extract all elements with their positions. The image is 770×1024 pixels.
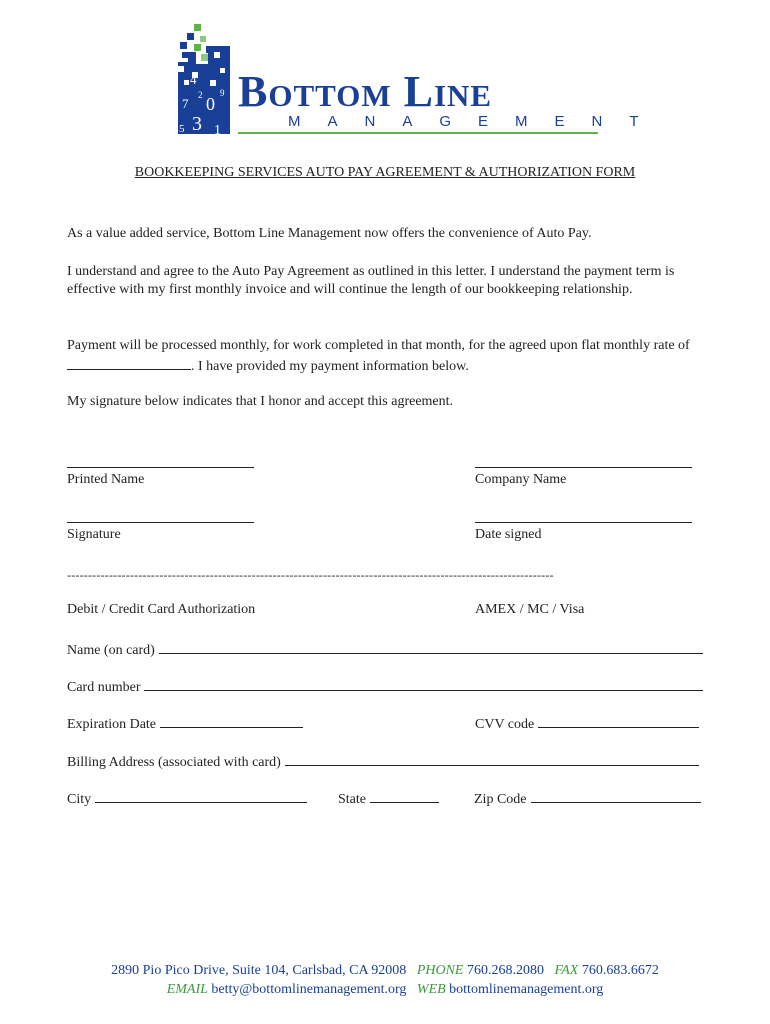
logo-digit-4: 4 [190,72,197,87]
card-number-row [67,676,703,697]
name-on-card-label: Name (on card) [67,643,155,658]
expiration-date-label: Expiration Date [67,717,157,732]
logo-digit-7: 7 [182,96,189,111]
billing-address-row [67,751,699,772]
footer-fax: 760.683.6672 [581,963,659,978]
billing-address-label: Billing Address (associated with card) [67,755,281,770]
footer-contact-line-2 [0,980,770,999]
form-title: BOOKKEEPING SERVICES AUTO PAY AGREEMENT & AUTHORIZATION FORM [134,165,636,180]
logo-digit-1: 1 [214,123,221,138]
date-signed-label: Date signed [475,527,542,542]
logo-digit-2: 2 [198,90,203,100]
signature-label: Signature [67,527,121,542]
footer-contact-line-1 [0,961,770,980]
expiration-row [67,713,303,734]
printed-name-line[interactable] [67,467,254,468]
name-on-card-field[interactable] [159,639,703,654]
date-signed-line[interactable] [475,522,692,523]
name-on-card-row [67,639,703,660]
state-label: State [338,792,366,807]
cvv-code-field[interactable] [538,713,699,728]
footer-phone[interactable]: 760.268.2080 [466,963,544,978]
payment-text-before: Payment will be processed monthly, for work completed in that month, for the agreed upon flat monthly rate of [67,338,690,353]
agreement-paragraph: I understand and agree to the Auto Pay Agreement as outlined in this letter. I understand the payment term is effective with my first monthly invoice and will continue the length of our bookkeeping relationship. [67,264,675,297]
logo-mark-icon [170,22,236,138]
card-number-field[interactable] [144,676,703,691]
expiration-date-field[interactable] [160,713,303,728]
state-field[interactable] [370,788,439,803]
logo-digit-5: 5 [179,123,185,135]
cvv-row [475,713,699,734]
printed-name-label: Printed Name [67,472,145,487]
card-section-heading: Debit / Credit Card Authorization [67,602,256,617]
city-field[interactable] [95,788,307,803]
intro-paragraph: As a value added service, Bottom Line Management now offers the convenience of Auto Pay. [67,226,592,241]
billing-address-field[interactable] [285,751,699,766]
company-name-label: Company Name [475,472,567,487]
logo-digit-9: 9 [220,88,225,98]
city-label: City [67,792,92,807]
logo-digit-3: 3 [192,113,202,135]
payment-paragraph [67,337,707,376]
dashed-separator: -------------------------------------------------------------------------------------------------------------------- [67,568,554,582]
signature-line[interactable] [67,522,254,523]
signature-statement: My signature below indicates that I honor and accept this agreement. [67,394,454,409]
footer-fax-label: FAX [554,963,579,978]
card-number-label: Card number [67,680,141,695]
city-row [67,788,307,809]
logo-company-word: Bottom Line [238,67,493,116]
payment-text-after: . I have provided my payment information below. [191,359,469,374]
footer-web-label: WEB [416,982,446,997]
footer-email-label: EMAIL [166,982,208,997]
zip-code-row [474,788,701,809]
rate-blank[interactable] [67,355,191,370]
logo-digit-0: 0 [206,94,215,114]
logo-sub-word: MANAGEMENT [288,113,666,130]
zip-code-field[interactable] [531,788,702,803]
company-logo [170,22,666,138]
state-row [338,788,439,809]
card-types-label: AMEX / MC / Visa [475,602,585,617]
company-name-line[interactable] [475,467,692,468]
cvv-code-label: CVV code [475,717,535,732]
footer-web-link[interactable]: bottomlinemanagement.org [449,982,604,997]
footer-address: 2890 Pio Pico Drive, Suite 104, Carlsbad, CA 92008 [111,963,407,978]
footer-phone-label: PHONE [416,963,464,978]
logo-underline [238,132,598,134]
zip-code-label: Zip Code [474,792,527,807]
footer-email-link[interactable]: betty@bottomlinemanagement.org [211,982,407,997]
